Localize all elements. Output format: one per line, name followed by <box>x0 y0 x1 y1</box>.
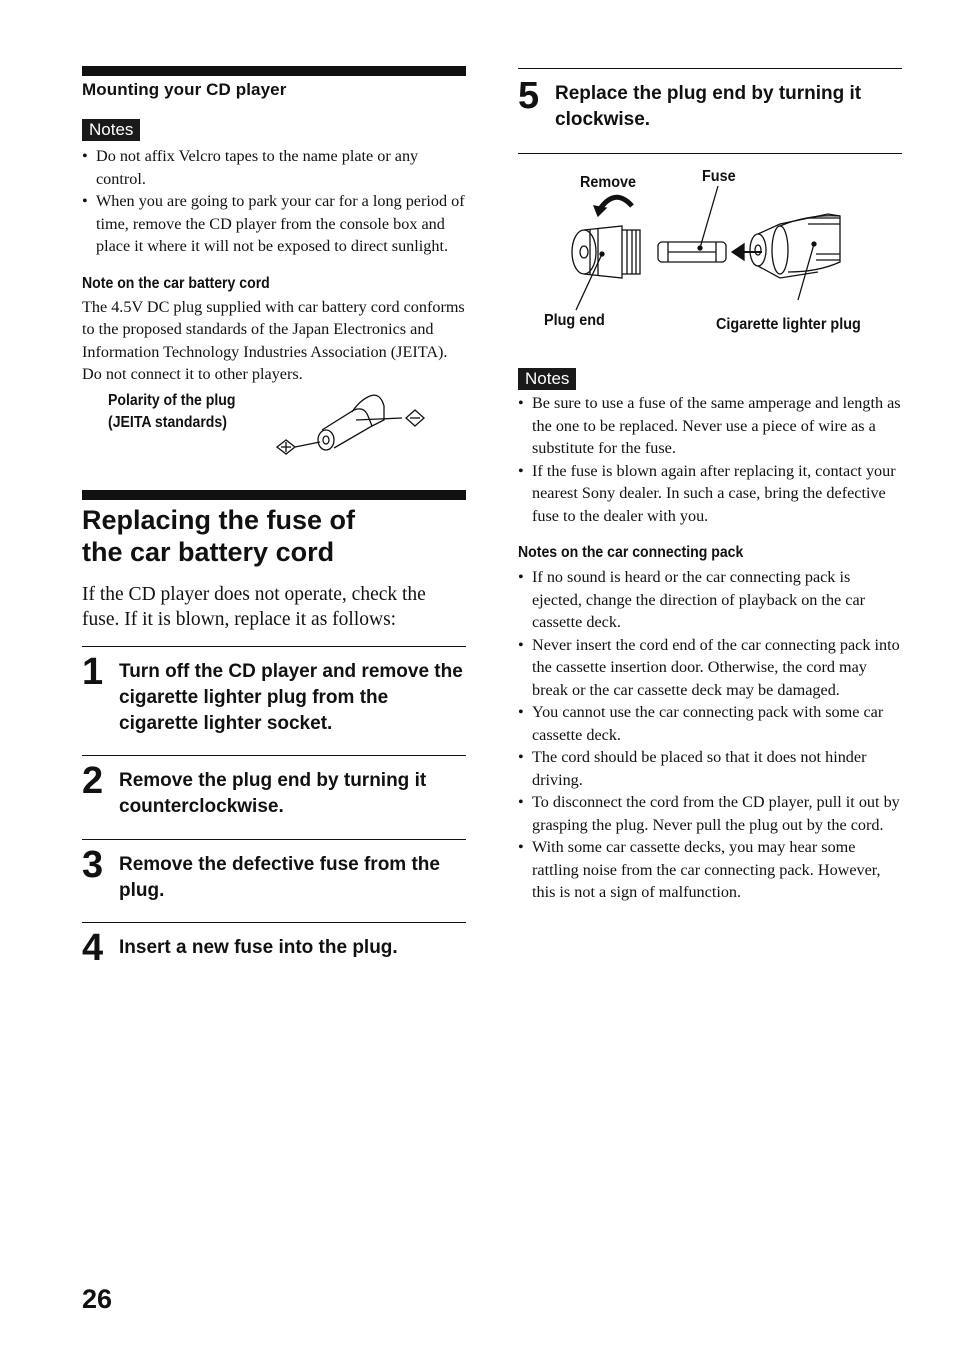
mounting-notes <box>82 119 466 258</box>
battery-note-heading: Note on the car battery cord <box>82 274 270 292</box>
figure-label-plug-end: Plug end <box>544 312 605 329</box>
notes-badge: Notes <box>82 119 140 141</box>
step-text: Insert a new fuse into the plug. <box>119 936 398 958</box>
list-item: • Do not affix Velcro tapes to the name plate or any control. <box>82 147 419 188</box>
notes-badge: Notes <box>518 368 576 390</box>
list-item: • When you are going to park your car for a long period of time, remove the CD player from the console box and place it where it will not be exposed to direct sunlight. <box>82 192 465 255</box>
figure-label-cigarette-plug: Cigarette lighter plug <box>716 316 861 333</box>
list-item: • The cord should be placed so that it does not hinder driving. <box>518 748 867 789</box>
step-5 <box>518 68 902 154</box>
list-item: • Be sure to use a fuse of the same amperage and length as the one to be replaced. Never use a piece of wire as a substitute for the fuse. <box>518 394 901 457</box>
mounting-heading: Mounting your CD player <box>82 80 287 99</box>
step-text: Remove the defective fuse from the plug. <box>119 853 440 901</box>
mounting-notes-list <box>82 145 466 258</box>
step-1 <box>82 646 466 755</box>
step-number: 5 <box>518 75 540 117</box>
fuse-intro: If the CD player does not operate, check the fuse. If it is blown, replace it as follows: <box>82 583 426 630</box>
list-item: • To disconnect the cord from the CD player, pull it out by grasping the plug. Never pull the plug out by the cord. <box>518 793 900 834</box>
step-4 <box>82 922 466 983</box>
page-title: Replacing the fuse of the car battery cord <box>82 504 356 567</box>
step-2 <box>82 755 466 839</box>
fuse-notes <box>518 368 902 527</box>
page-number: 26 <box>82 1284 113 1314</box>
list-item: • With some car cassette decks, you may hear some rattling noise from the car connecting pack. However, this is not a sign of malfunction. <box>518 838 881 901</box>
list-item: • You cannot use the car connecting pack with some car cassette deck. <box>518 703 884 744</box>
step-number: 3 <box>82 843 104 886</box>
polarity-label-1: Polarity of the plug <box>108 391 236 409</box>
section-rule <box>82 490 466 500</box>
plug-polarity-icon <box>272 390 432 470</box>
step-number: 2 <box>82 759 104 802</box>
polarity-label-2: (JEITA standards) <box>108 413 227 431</box>
section-rule <box>82 66 466 76</box>
step-text: Remove the plug end by turning it counterclockwise. <box>119 769 427 817</box>
step-text: Turn off the CD player and remove the cigarette lighter plug from the cigarette lighter socket. <box>119 660 463 734</box>
right-column <box>518 68 902 904</box>
list-item: • If the fuse is blown again after replacing it, contact your nearest Sony dealer. In such a case, bring the defective fuse to the dealer with you. <box>518 461 896 525</box>
fuse-notes-list <box>518 392 902 527</box>
figure-label-fuse: Fuse <box>702 168 736 185</box>
battery-note-text: The 4.5V DC plug supplied with car battery cord conforms to the proposed standards of the Japan Electronics and Information Technology Industries Association (JEITA). Do not connect it to other players. <box>82 297 465 383</box>
left-column <box>82 66 466 983</box>
list-item: • Never insert the cord end of the car connecting pack into the cassette insertion door. Otherwise, the cord may break or the car cassette deck may be damaged. <box>518 635 900 699</box>
step-text: Replace the plug end by turning it clockwise. <box>555 83 862 130</box>
connecting-pack-heading: Notes on the car connecting pack <box>518 544 744 561</box>
fuse-diagram-icon <box>518 154 902 354</box>
fuse-replacement-figure <box>518 154 902 354</box>
step-number: 4 <box>82 926 104 969</box>
polarity-figure <box>82 386 466 486</box>
figure-label-remove: Remove <box>580 174 637 191</box>
connecting-pack-list <box>518 566 902 904</box>
list-item: • If no sound is heard or the car connecting pack is ejected, change the direction of playback on the car cassette deck. <box>518 568 866 631</box>
step-number: 1 <box>82 650 104 693</box>
step-3 <box>82 839 466 922</box>
